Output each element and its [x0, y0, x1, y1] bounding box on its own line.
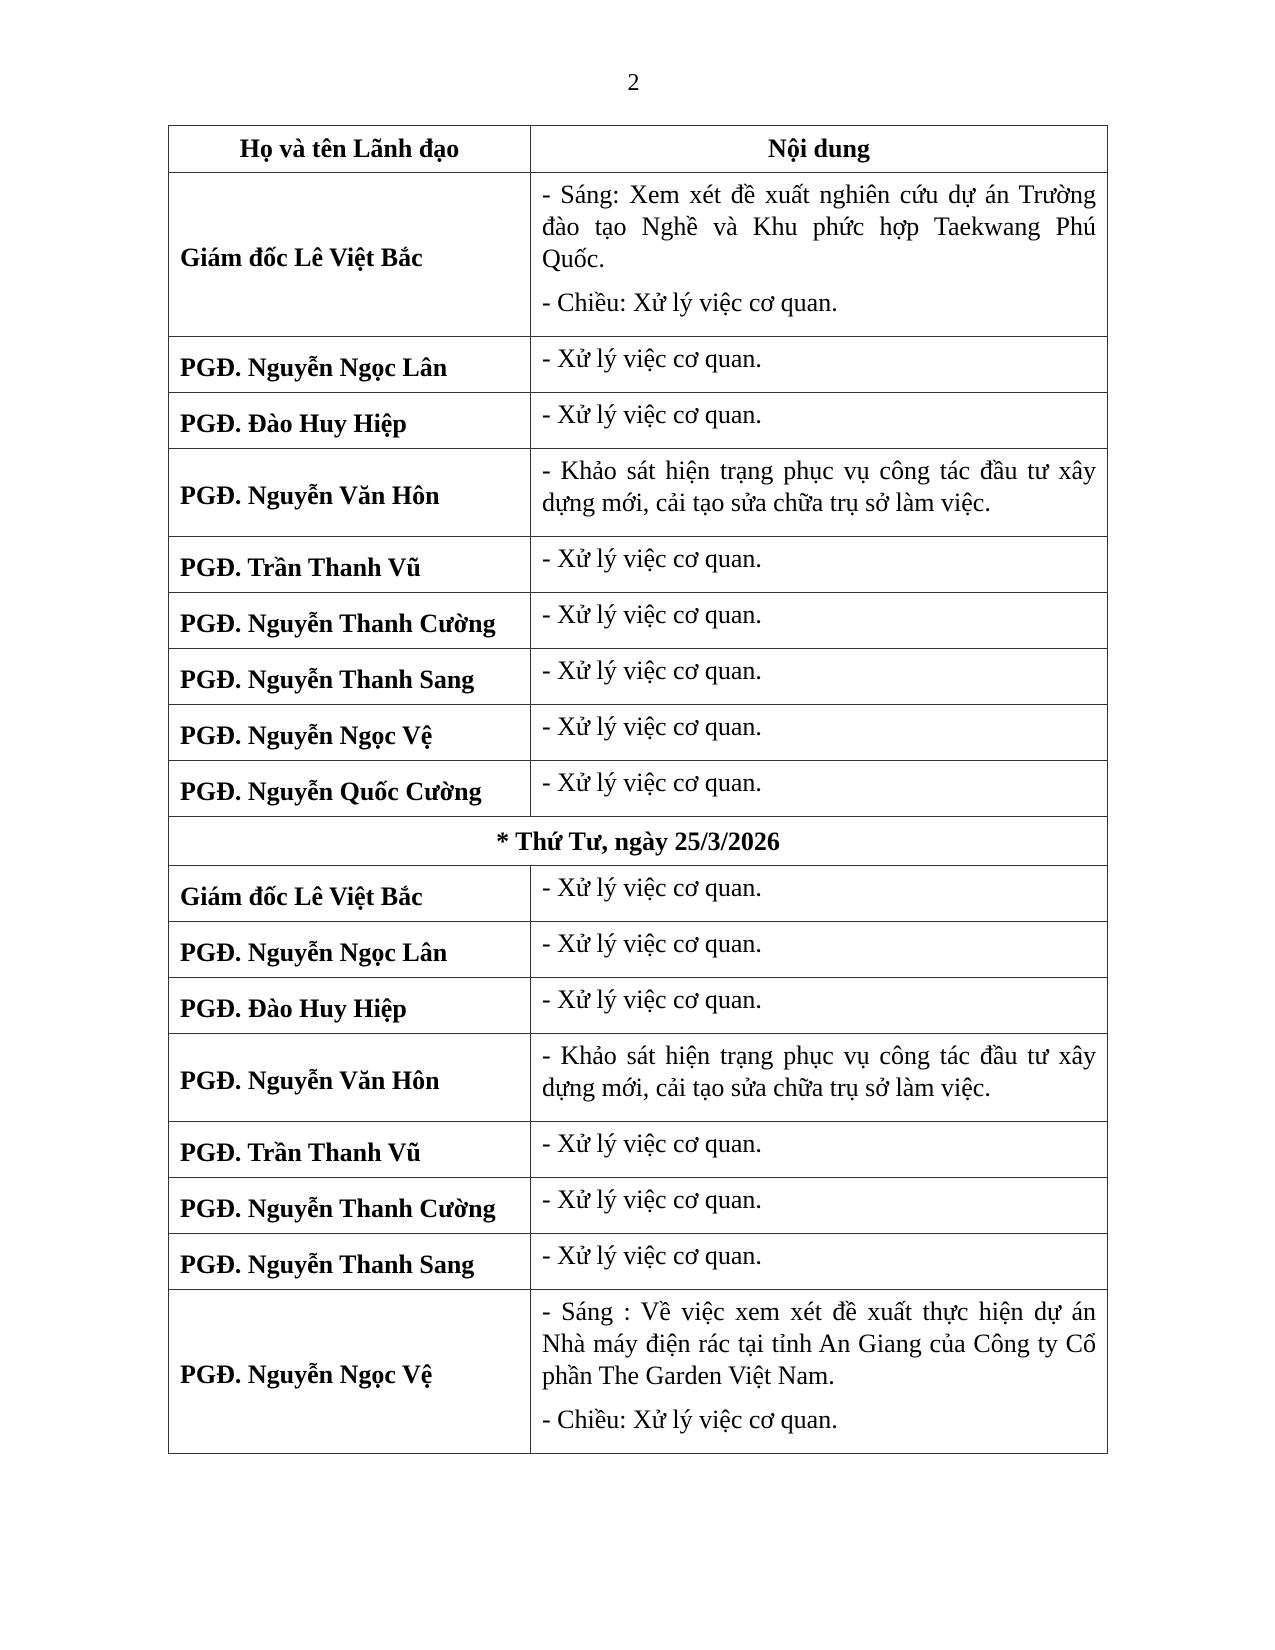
section-title: * Thứ Tư, ngày 25/3/2026 — [169, 817, 1108, 866]
table-row — [169, 1234, 1108, 1290]
table-row — [169, 173, 1108, 337]
leader-name: PGĐ. Nguyễn Ngọc Lân — [169, 337, 531, 393]
schedule-content — [531, 922, 1108, 978]
schedule-content — [531, 1122, 1108, 1178]
schedule-content — [531, 1234, 1108, 1290]
table-row — [169, 449, 1108, 537]
schedule-content — [531, 337, 1108, 393]
schedule-table — [168, 125, 1108, 1454]
schedule-content — [531, 173, 1108, 337]
content-line: - Chiều: Xử lý việc cơ quan. — [542, 1405, 838, 1434]
leader-name: PGĐ. Nguyễn Thanh Cường — [169, 1178, 531, 1234]
content-line: - Xử lý việc cơ quan. — [542, 600, 762, 629]
schedule-content — [531, 537, 1108, 593]
content-line: - Xử lý việc cơ quan. — [542, 1129, 762, 1158]
content-line: - Chiều: Xử lý việc cơ quan. — [542, 288, 838, 317]
leader-name: PGĐ. Nguyễn Ngọc Vệ — [169, 1290, 531, 1454]
leader-name: PGĐ. Trần Thanh Vũ — [169, 537, 531, 593]
leader-name: PGĐ. Nguyễn Thanh Cường — [169, 593, 531, 649]
leader-name: PGĐ. Nguyễn Ngọc Lân — [169, 922, 531, 978]
content-line: - Xử lý việc cơ quan. — [542, 712, 762, 741]
content-line: - Xử lý việc cơ quan. — [542, 768, 762, 797]
table-row — [169, 978, 1108, 1034]
table-row — [169, 393, 1108, 449]
table-row — [169, 922, 1108, 978]
section-row — [169, 817, 1108, 866]
schedule-content — [531, 393, 1108, 449]
table-row — [169, 1178, 1108, 1234]
content-line: - Sáng : Về việc xem xét đề xuất thực hiện dự án Nhà máy điện rác tại tỉnh An Giang của Công ty Cổ phần The Garden Việt Nam. — [542, 1297, 1096, 1390]
header-leader-name: Họ và tên Lãnh đạo — [169, 126, 531, 173]
leader-name: PGĐ. Nguyễn Thanh Sang — [169, 649, 531, 705]
schedule-content — [531, 593, 1108, 649]
schedule-content — [531, 761, 1108, 817]
table-row — [169, 649, 1108, 705]
leader-name: PGĐ. Nguyễn Văn Hôn — [169, 1034, 531, 1122]
leader-name: PGĐ. Nguyễn Quốc Cường — [169, 761, 531, 817]
table-row — [169, 1290, 1108, 1454]
content-line: - Xử lý việc cơ quan. — [542, 656, 762, 685]
leader-name: PGĐ. Nguyễn Thanh Sang — [169, 1234, 531, 1290]
schedule-content — [531, 1178, 1108, 1234]
content-line: - Xử lý việc cơ quan. — [542, 873, 762, 902]
content-line: - Xử lý việc cơ quan. — [542, 344, 762, 373]
leader-name: Giám đốc Lê Việt Bắc — [169, 866, 531, 922]
table-row — [169, 705, 1108, 761]
schedule-content — [531, 649, 1108, 705]
content-line: - Xử lý việc cơ quan. — [542, 1241, 762, 1270]
table-row — [169, 761, 1108, 817]
schedule-content — [531, 1290, 1108, 1454]
header-content: Nội dung — [531, 126, 1108, 173]
leader-name: PGĐ. Nguyễn Ngọc Vệ — [169, 705, 531, 761]
content-line: - Khảo sát hiện trạng phục vụ công tác đầu tư xây dựng mới, cải tạo sửa chữa trụ sở làm việc. — [542, 1041, 1096, 1102]
table-row — [169, 1122, 1108, 1178]
table-row — [169, 337, 1108, 393]
table-row — [169, 593, 1108, 649]
table-row — [169, 866, 1108, 922]
content-line: - Xử lý việc cơ quan. — [542, 1185, 762, 1214]
schedule-content — [531, 866, 1108, 922]
table-header-row — [169, 126, 1108, 173]
content-line: - Xử lý việc cơ quan. — [542, 544, 762, 573]
leader-name: PGĐ. Nguyễn Văn Hôn — [169, 449, 531, 537]
content-line: - Khảo sát hiện trạng phục vụ công tác đầu tư xây dựng mới, cải tạo sửa chữa trụ sở làm việc. — [542, 456, 1096, 517]
content-line: - Xử lý việc cơ quan. — [542, 985, 762, 1014]
content-line: - Sáng: Xem xét đề xuất nghiên cứu dự án Trường đào tạo Nghề và Khu phức hợp Taekwang Phú Quốc. — [542, 180, 1096, 273]
leader-name: PGĐ. Đào Huy Hiệp — [169, 978, 531, 1034]
schedule-content — [531, 978, 1108, 1034]
content-line: - Xử lý việc cơ quan. — [542, 400, 762, 429]
leader-name: PGĐ. Trần Thanh Vũ — [169, 1122, 531, 1178]
content-line: - Xử lý việc cơ quan. — [542, 929, 762, 958]
table-row — [169, 537, 1108, 593]
leader-name: Giám đốc Lê Việt Bắc — [169, 173, 531, 337]
leader-name: PGĐ. Đào Huy Hiệp — [169, 393, 531, 449]
table-row — [169, 1034, 1108, 1122]
page-number: 2 — [627, 70, 640, 96]
schedule-content — [531, 1034, 1108, 1122]
schedule-content — [531, 705, 1108, 761]
schedule-content — [531, 449, 1108, 537]
